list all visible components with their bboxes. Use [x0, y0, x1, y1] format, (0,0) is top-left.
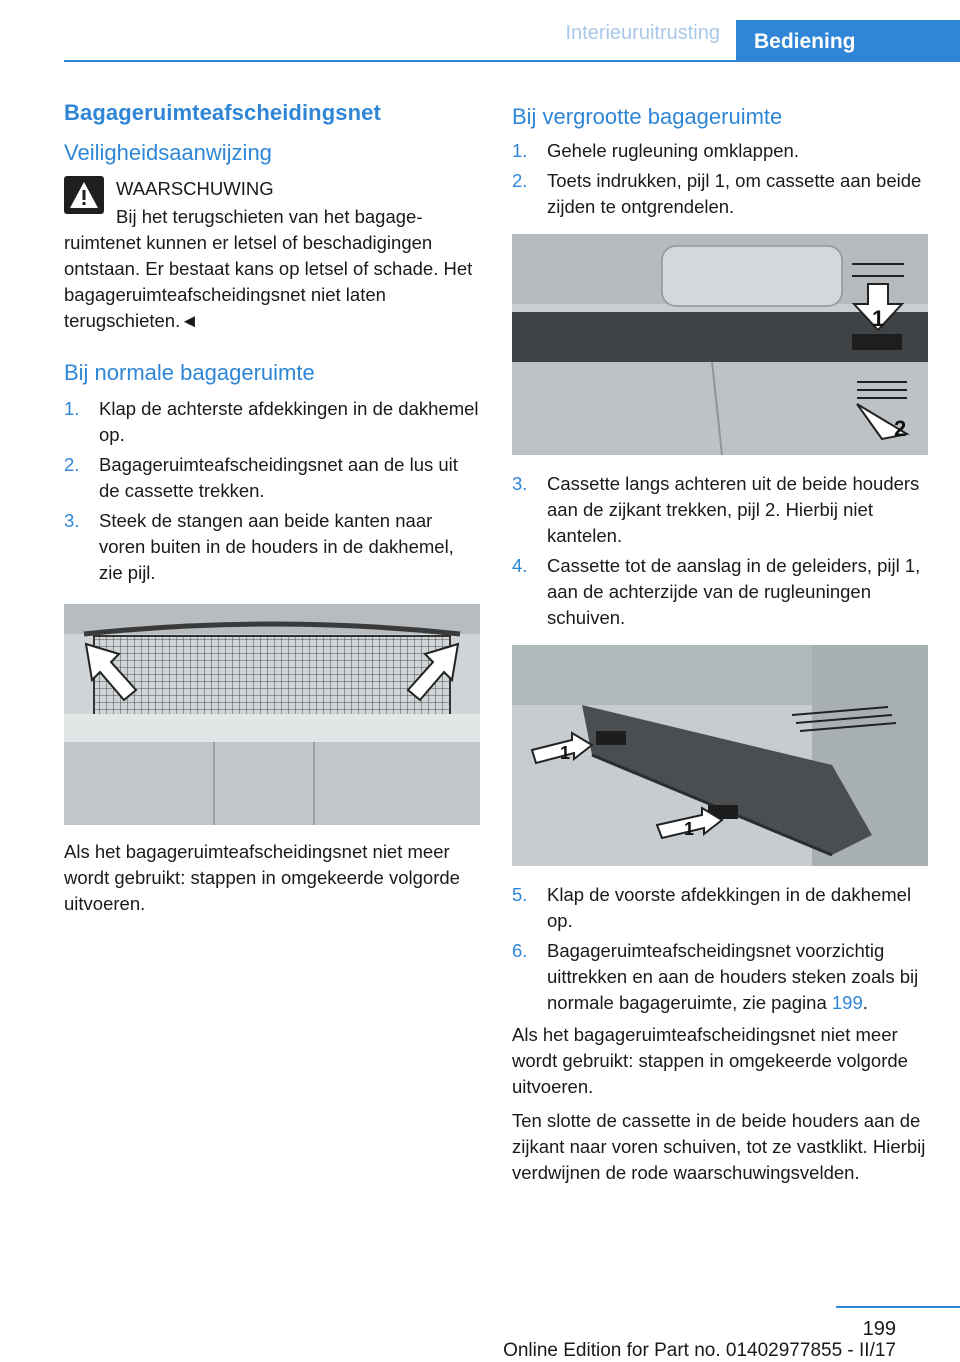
enlarged-steps-list-c — [512, 882, 930, 1016]
safety-heading: Veiligheidsaanwijzing — [64, 140, 272, 165]
normal-heading: Bij normale bagageruimte — [64, 360, 315, 385]
paragraph-reverse: Als het bagageruimteafscheidingsnet niet meer wordt gebruikt: stappen in omgekeerde volgorde uitvoeren. — [512, 1024, 908, 1097]
list-item: 2. Toets indrukken, pijl 1, om cassette aan beide zijden te ontgrendelen. — [512, 170, 922, 217]
left-column — [64, 100, 482, 917]
warning-block — [64, 176, 482, 230]
list-item: 1. Gehele rugleuning omklappen. — [512, 140, 799, 161]
warning-text-first: Bij het terugschieten van het bagage- — [116, 206, 423, 227]
enlarged-steps-list-a — [512, 138, 930, 220]
section-tab[interactable]: Interieuruitrusting — [565, 22, 720, 44]
paragraph-final: Ten slotte de cassette in de beide houders aan de zijkant naar voren schuiven, tot ze vastklikt. Hierbij verdwijnen de rode waarschuwingsvelden. — [512, 1110, 926, 1183]
warning-triangle-icon — [64, 176, 104, 214]
list-item: 3. Steek de stangen aan beide kanten naar voren buiten in de houders in de dakhemel, zie pijl. — [64, 510, 454, 583]
arrow-label-1: 1 — [872, 306, 885, 331]
after-text: Als het bagageruimteafscheidingsnet niet meer wordt gebruikt: stappen in omgekeerde volgorde uitvoeren. — [64, 841, 460, 914]
arrow-label-1: 1 — [560, 743, 571, 763]
list-item: 6. Bagageruimteafscheidingsnet voorzichtig uittrekken en aan de houders steken zoals bij normale bagageruimte, zie pagina 199. — [512, 940, 919, 1013]
enlarged-heading: Bij vergrootte bagageruimte — [512, 104, 783, 129]
page-header — [64, 0, 960, 62]
list-item: 3. Cassette langs achteren uit de beide houders aan de zijkant trekken, pijl 2. Hierbij niet kantelen. — [512, 473, 920, 546]
edition-text: Online Edition for Part no. 01402977855 - II/17 — [503, 1340, 896, 1361]
page-link[interactable]: 199 — [831, 992, 863, 1013]
cassette-slide-image — [512, 645, 928, 866]
cassette-unlock-image — [512, 234, 928, 455]
section-title: Bagageruimteafscheidingsnet — [64, 100, 381, 125]
list-item: 1. Klap de achterste afdekkingen in de dakhemel op. — [64, 398, 479, 445]
list-item: 2. Bagageruimteafscheidingsnet aan de lus uit de cassette trekken. — [64, 454, 458, 501]
arrow-label-1b: 1 — [684, 819, 695, 839]
enlarged-steps-list-b — [512, 471, 930, 631]
list-item: 5. Klap de voorste afdekkingen in de dakhemel op. — [512, 884, 912, 931]
right-column — [512, 100, 930, 1186]
page-number: 199 — [862, 1318, 896, 1340]
normal-steps-list — [64, 396, 482, 586]
arrow-label-2: 2 — [894, 416, 907, 441]
net-installation-image — [64, 604, 480, 825]
active-chapter-tab[interactable]: Bediening — [736, 20, 960, 62]
warning-label: WAARSCHUWING — [116, 178, 274, 199]
footer-divider — [836, 1306, 960, 1308]
list-item: 4. Cassette tot de aanslag in de geleiders, pijl 1, aan de achterzijde van de rugleuningen schuiven. — [512, 555, 921, 628]
warning-text-rest: ruimtenet kunnen er letsel of beschadigingen ontstaan. Er bestaat kans op letsel of schade. Het bagageruimteafscheidingsnet niet laten terugschieten.◄ — [64, 232, 473, 331]
